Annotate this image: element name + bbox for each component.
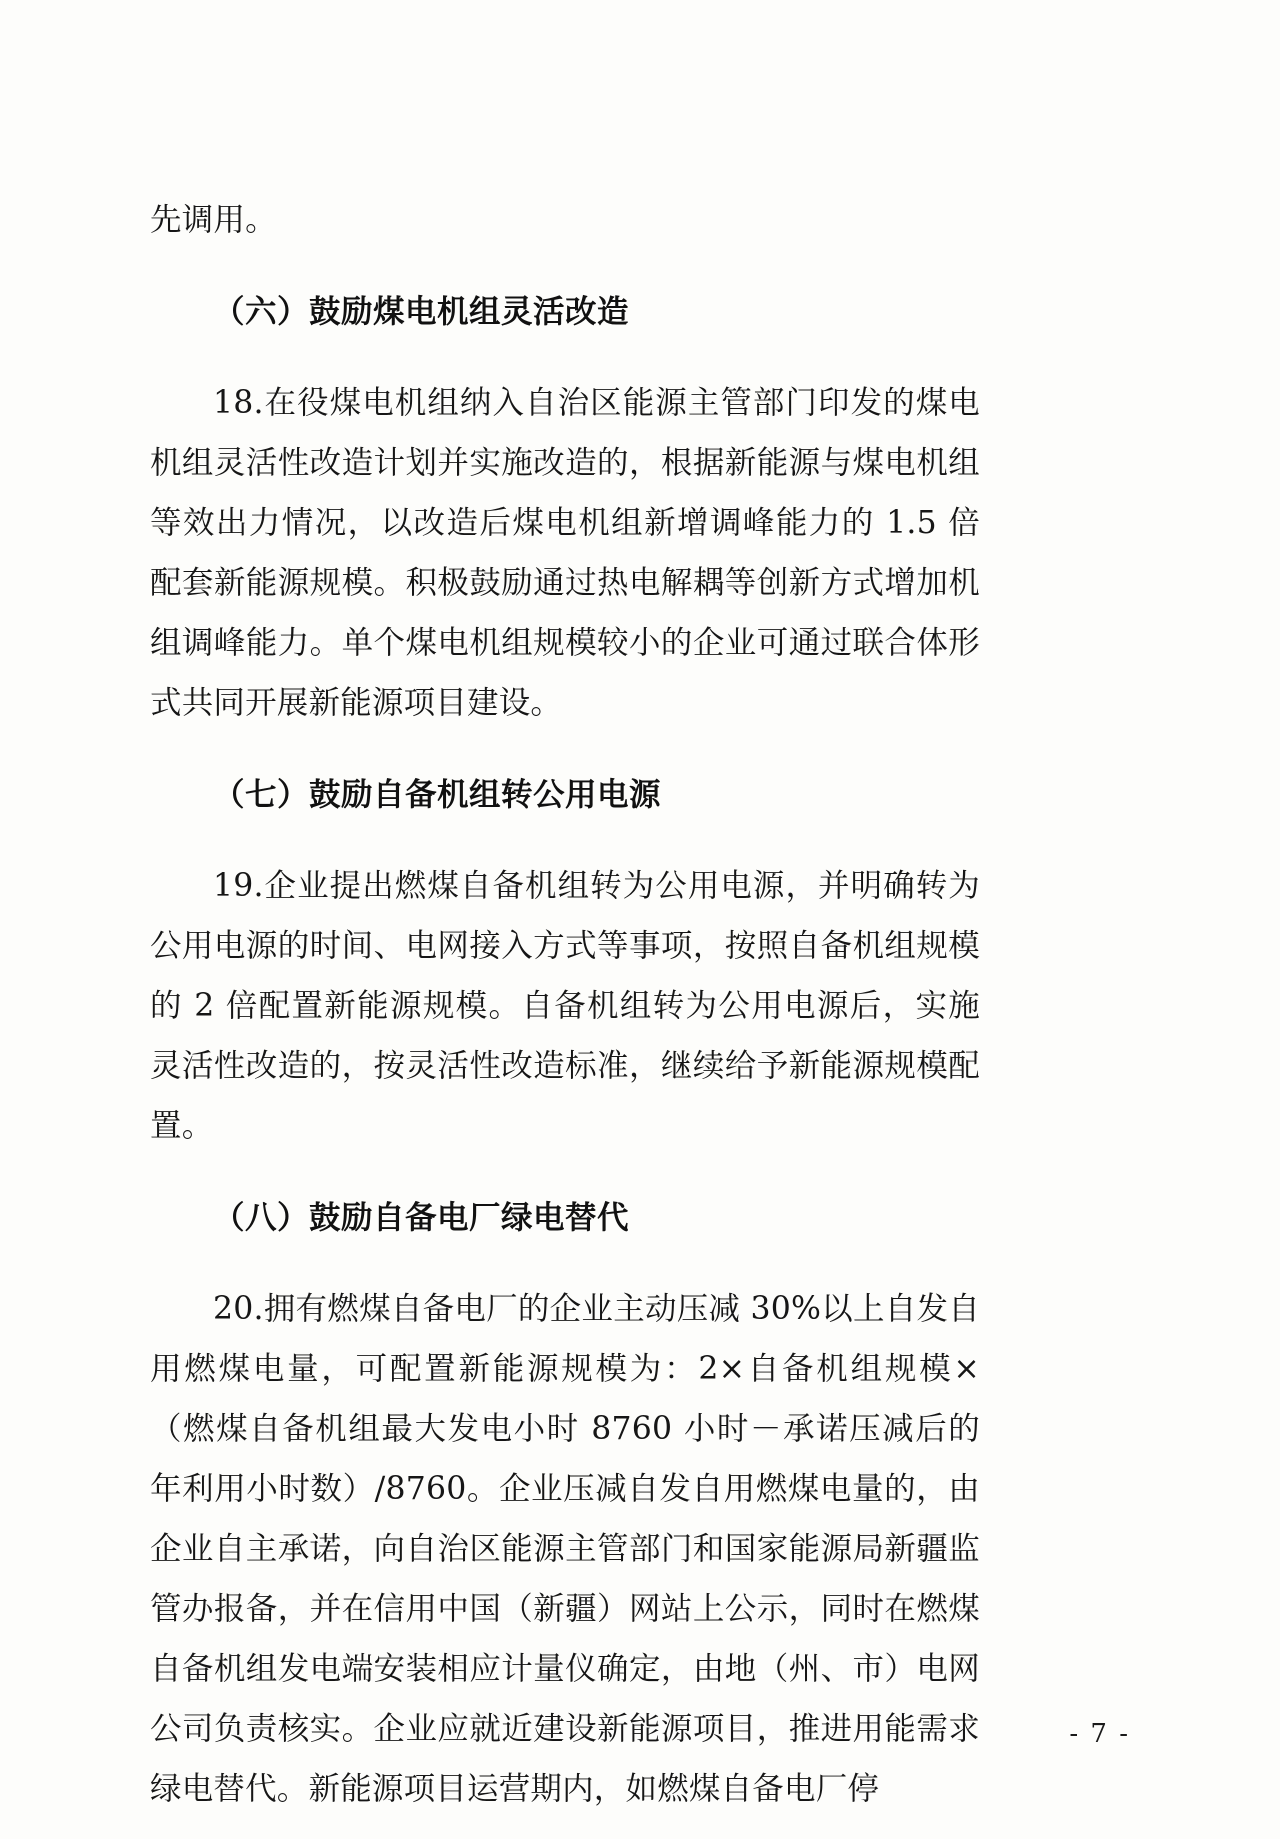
paragraph-item-18: 18.在役煤电机组纳入自治区能源主管部门印发的煤电机组灵活性改造计划并实施改造的，根据新能源与煤电机组等效出力情况，以改造后煤电机组新增调峰能力的 1.5 倍配套新能源规模。积极鼓励通过热电解耦等创新方式增加机组调峰能力。单个煤电机组规模较小的企业可通过联合体形式共同开展新能源项目建设。 xyxy=(150,385,980,721)
section-heading-eight: （八）鼓励自备电厂绿电替代 xyxy=(213,1198,630,1236)
paragraph-item-20: 20.拥有燃煤自备电厂的企业主动压减 30%以上自发自用燃煤电量，可配置新能源规模为：2×自备机组规模×（燃煤自备机组最大发电小时 8760 小时－承诺压减后的年利用小时数）/8760。企业压减自发自用燃煤电量的，由企业自主承诺，向自治区能源主管部门和国家能源局新疆监管办报备，并在信用中国（新疆）网站上公示，同时在燃煤自备机组发电端安装相应计量仪确定，由地（州、市）电网公司负责核实。企业应就近建设新能源项目，推进用能需求绿电替代。新能源项目运营期内，如燃煤自备电厂停 xyxy=(150,1291,980,1807)
section-heading-seven: （七）鼓励自备机组转公用电源 xyxy=(213,775,662,813)
paragraph-continued: 先调用。 xyxy=(150,202,277,238)
page-number: - 7 - xyxy=(1069,1719,1130,1749)
paragraph-item-19: 19.企业提出燃煤自备机组转为公用电源，并明确转为公用电源的时间、电网接入方式等事项，按照自备机组规模的 2 倍配置新能源规模。自备机组转为公用电源后，实施灵活性改造的，按灵活性改造标准，继续给予新能源规模配置。 xyxy=(150,868,980,1144)
section-heading-six: （六）鼓励煤电机组灵活改造 xyxy=(213,292,630,330)
document-body xyxy=(150,190,980,1819)
